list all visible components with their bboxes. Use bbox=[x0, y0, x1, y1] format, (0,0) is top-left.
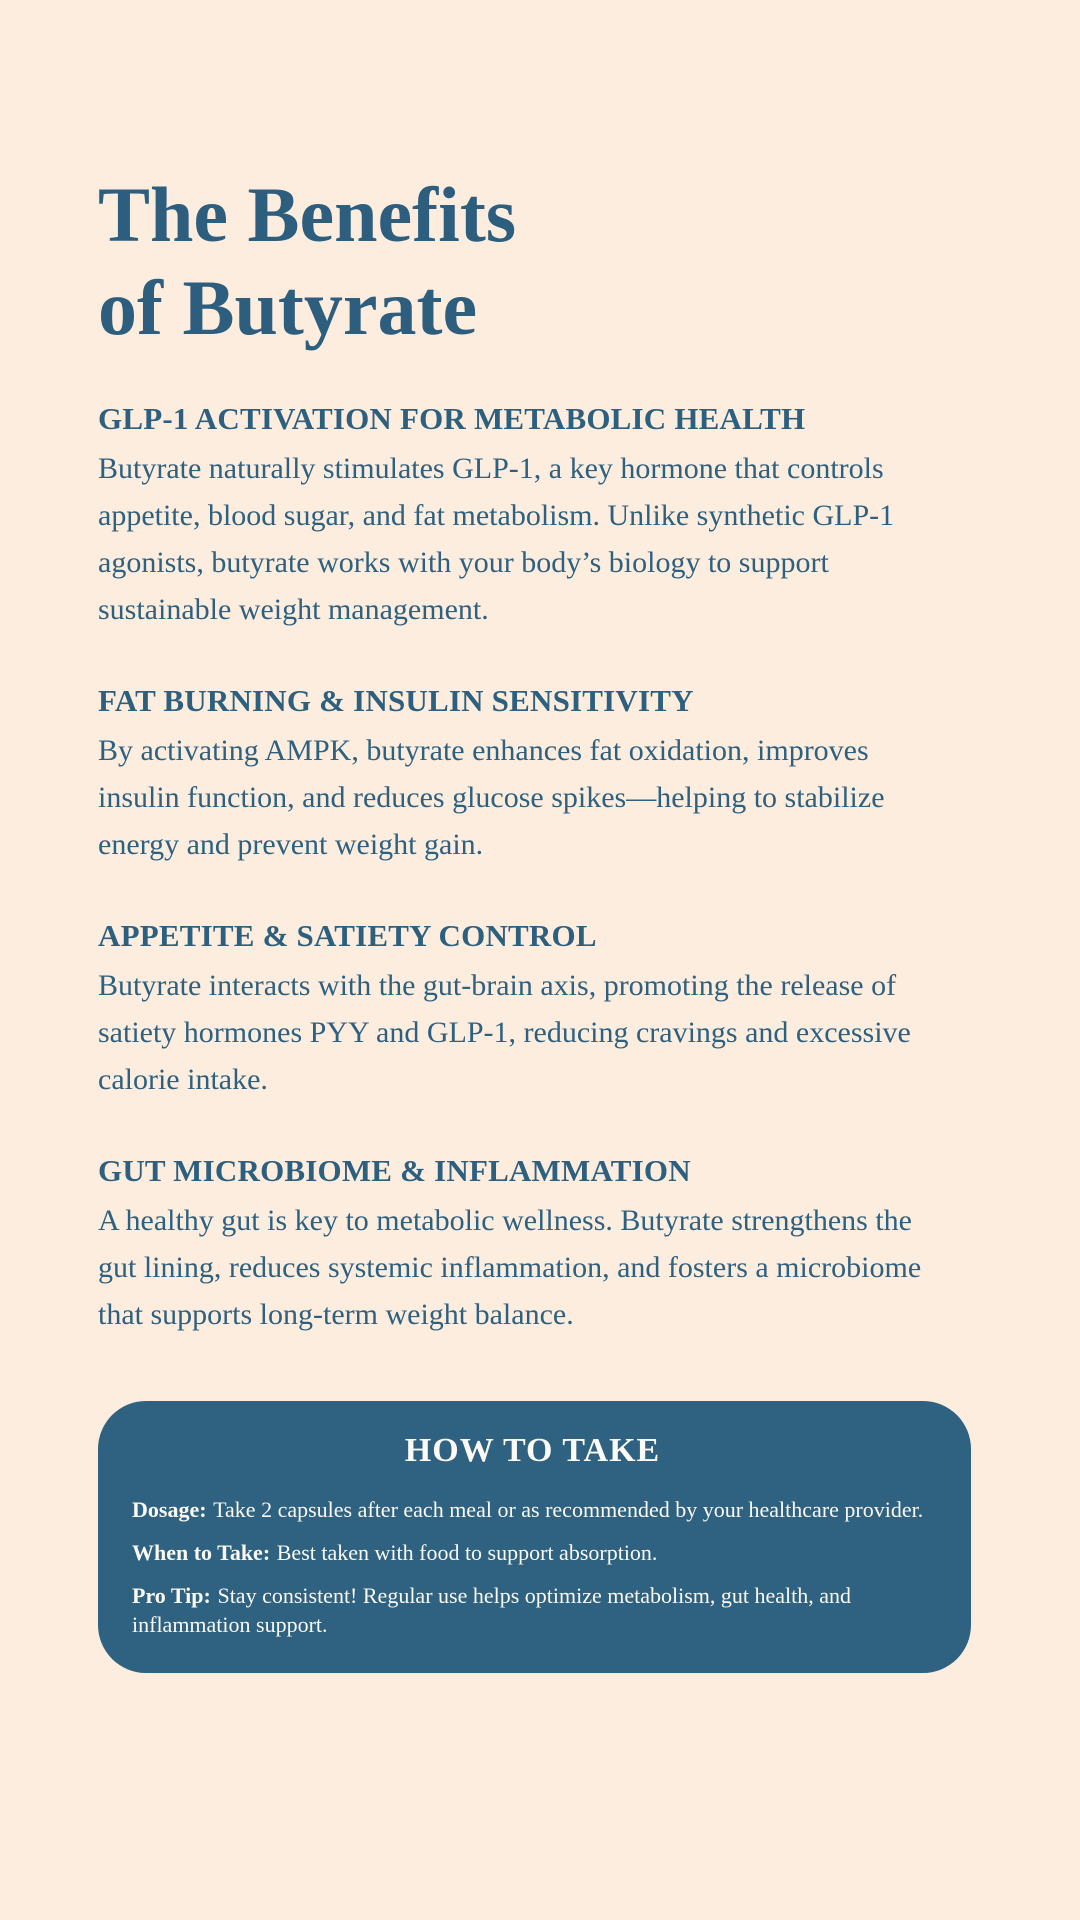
benefit-heading: GUT MICROBIOME & INFLAMMATION bbox=[98, 1153, 691, 1188]
dosage-label: Dosage: bbox=[132, 1497, 207, 1522]
how-to-take-item-when-to-take bbox=[132, 1538, 933, 1567]
benefit-heading: FAT BURNING & INSULIN SENSITIVITY bbox=[98, 683, 694, 718]
how-to-take-item-dosage bbox=[132, 1495, 933, 1524]
pro-tip-label: Pro Tip: bbox=[132, 1583, 211, 1608]
benefit-body: A healthy gut is key to metabolic wellness. Butyrate strengthens the gut lining, reduces systemic inflammation, and fosters a microbiome that supports long-term weight balance. bbox=[98, 1204, 922, 1331]
benefit-body: Butyrate interacts with the gut-brain axis, promoting the release of satiety hormones PYY and GLP-1, reducing cravings and excessive calorie intake. bbox=[98, 969, 911, 1096]
how-to-take-heading: HOW TO TAKE bbox=[404, 1432, 661, 1469]
benefit-heading: APPETITE & SATIETY CONTROL bbox=[98, 918, 597, 953]
dosage-text: Take 2 capsules after each meal or as recommended by your healthcare provider. bbox=[213, 1497, 924, 1522]
page-title-line-1: The Benefits bbox=[98, 171, 517, 258]
benefit-body: By activating AMPK, butyrate enhances fat oxidation, improves insulin function, and reduces glucose spikes—helping to stabilize energy and prevent weight gain. bbox=[98, 734, 885, 861]
how-to-take-card bbox=[98, 1401, 971, 1673]
how-to-take-item-pro-tip bbox=[132, 1581, 933, 1639]
benefit-section-gut-microbiome bbox=[98, 1147, 982, 1338]
benefit-section-fat-burning bbox=[98, 677, 982, 868]
benefit-section-appetite-control bbox=[98, 912, 982, 1103]
benefit-body: Butyrate naturally stimulates GLP-1, a key hormone that controls appetite, blood sugar, and fat metabolism. Unlike synthetic GLP-1 agonists, butyrate works with your body’s biology to support sustainable weight management. bbox=[98, 452, 895, 626]
when-to-take-label: When to Take: bbox=[132, 1540, 271, 1565]
page-title-line-2: of Butyrate bbox=[98, 264, 478, 351]
benefit-section-glp1-activation bbox=[98, 395, 982, 633]
pro-tip-text: Stay consistent! Regular use helps optimize metabolism, gut health, and inflammation support. bbox=[132, 1583, 852, 1637]
when-to-take-text: Best taken with food to support absorption. bbox=[276, 1540, 658, 1565]
benefit-heading: GLP-1 ACTIVATION FOR METABOLIC HEALTH bbox=[98, 401, 806, 436]
page-title bbox=[98, 168, 982, 354]
